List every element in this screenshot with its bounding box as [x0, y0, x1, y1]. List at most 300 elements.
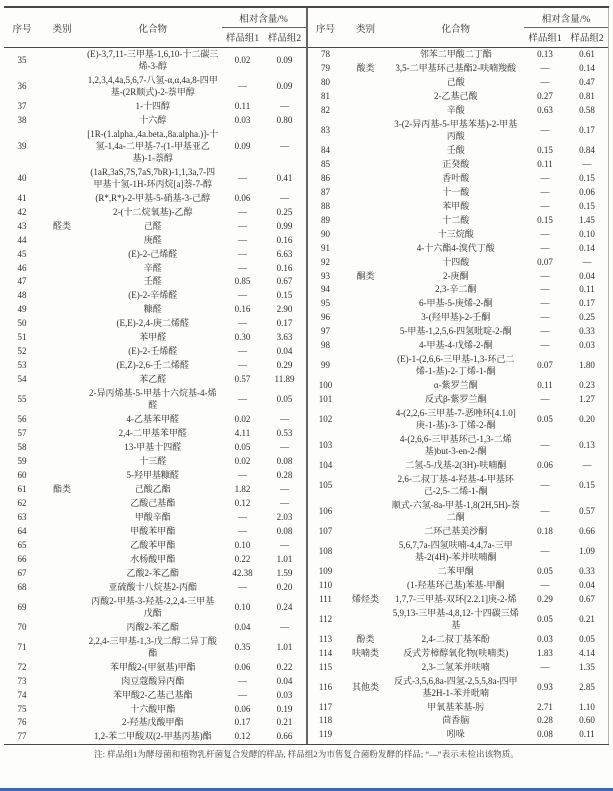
cell-no: 80 [321, 76, 330, 87]
cell-compound: 3-(2-异丙基-5-甲基苯基)-2-甲基丙酸 [394, 118, 518, 141]
table-row [308, 228, 609, 242]
cell-sample2-value: 0.53 [276, 428, 293, 439]
table-row [4, 248, 306, 262]
table-row [4, 675, 306, 689]
table-row [4, 413, 306, 427]
cell-sample1-value: 0.12 [234, 497, 251, 508]
cell-compound: 5,9,13-三甲基-4,8,12-十四碳三烯基 [392, 607, 519, 630]
cell-no: 116 [318, 681, 333, 692]
table-row [308, 311, 609, 325]
table-row [4, 703, 306, 717]
cell-sample1-value: — [238, 318, 247, 329]
table-row [308, 675, 609, 701]
table-row [308, 214, 609, 228]
table-row [4, 262, 306, 276]
table-row [308, 607, 609, 633]
table-row [4, 166, 306, 192]
cell-sample2-value: — [280, 100, 289, 111]
table-row [4, 469, 306, 483]
table-row [4, 525, 306, 539]
cell-compound: 十四酸 [442, 256, 470, 267]
cell-sample2-value: 0.03 [579, 340, 595, 351]
table-row [308, 200, 609, 214]
cell-no: 114 [318, 647, 333, 658]
cell-compound: 2-羟基戊酸甲酯 [122, 717, 184, 728]
cell-sample2-value: 0.84 [579, 144, 595, 155]
cell-compound: 2,4-二甲基苯甲醛 [118, 428, 187, 439]
cell-sample2-value: — [280, 497, 289, 508]
table-row [4, 539, 306, 553]
cell-compound: (1aR,3aS,7S,7aS,7bR)-1,1,3a,7-四甲基十氢-1H-环丙烷[a]萘-7-醇 [90, 166, 216, 189]
cell-sample1-value: 0.57 [234, 374, 251, 385]
cell-compound: 十二酸 [442, 214, 470, 225]
cell-compound: 十六醇 [139, 114, 167, 125]
table-row [4, 289, 306, 303]
table-row [4, 730, 306, 744]
cell-no: 51 [17, 332, 27, 343]
cell-sample2-value: 0.17 [579, 124, 595, 135]
cell-compound: 反式β-紫罗兰酮 [424, 394, 487, 405]
cell-no: 38 [17, 114, 27, 125]
cell-no: 118 [318, 715, 333, 726]
cell-no: 102 [318, 414, 333, 425]
cell-sample2-value: 0.15 [579, 200, 595, 211]
cell-sample1-value: 0.05 [234, 442, 251, 453]
header-content-group [524, 8, 608, 47]
cell-sample1-value: — [238, 262, 247, 273]
table-row [4, 48, 306, 74]
cell-sample1-value: — [238, 172, 247, 183]
cell-compound: 2,3-辛二酮 [435, 284, 477, 295]
cell-compound: 十三醛 [139, 456, 167, 467]
cell-compound: 乙酸己基酯 [130, 497, 176, 508]
cell-no: 41 [17, 192, 27, 203]
cell-sample2-value: — [582, 256, 592, 267]
cell-compound: 4-十六酯4-溴代丁酸 [416, 242, 495, 253]
table-row [308, 76, 609, 90]
cell-sample2-value: — [582, 158, 592, 169]
header-col-no: 序号 [12, 24, 32, 35]
cell-no: 101 [318, 394, 333, 405]
header-col-category: 类别 [52, 24, 72, 35]
cell-category: 酚类 [356, 633, 375, 644]
cell-sample2-value: 0.80 [276, 114, 293, 125]
cell-compound: 5-羟甲基糠醛 [126, 470, 179, 481]
cell-compound: 庚醛 [143, 234, 162, 245]
cell-sample1-value: — [238, 581, 247, 592]
cell-compound: 5,6,7,7a-四氢呋喃-4,4,7a-三甲基-2(4H)-苯并呋喃酮 [398, 539, 513, 562]
header-col-sample2: 样品组2 [267, 34, 302, 44]
cell-sample1-value: 4.11 [234, 428, 251, 439]
cell-no: 95 [321, 298, 330, 309]
cell-sample2-value: 1.01 [276, 553, 293, 564]
header-col-compound: 化合物 [138, 24, 167, 35]
cell-sample2-value: 0.05 [276, 394, 293, 405]
cell-no: 94 [321, 284, 330, 295]
cell-sample2-value: 0.61 [579, 49, 595, 59]
cell-compound: 苯甲酸 [442, 200, 470, 211]
cell-compound: 2,6-二叔丁基-4-羟基-4-甲基环己-2,5-二烯-1-酮 [397, 474, 514, 496]
cell-compound: 13-甲基十四醛 [124, 442, 182, 453]
cell-compound: 1,2,3,4,4a,5,6,7-八氢-α,α,4a,8-四甲基-(2R顺式)-2-萘甲醇 [87, 74, 218, 97]
cell-sample1-value: — [540, 340, 550, 351]
cell-sample1-value: 0.22 [234, 553, 251, 564]
table-left-half [4, 8, 307, 744]
table-row [308, 325, 609, 339]
cell-sample2-value: 0.15 [276, 290, 293, 301]
table-row [308, 104, 609, 118]
cell-sample1-value: — [540, 76, 550, 87]
cell-compound: 1,7,7-三甲基-双环[2.2.1]庚-2-烯 [395, 593, 517, 604]
cell-compound: 吲哚 [446, 729, 465, 740]
cell-sample2-value: 0.25 [579, 312, 595, 323]
cell-compound: 5-甲基-1,2,5,6-四氢吡啶-2-酮 [399, 326, 512, 337]
cell-sample2-value: 0.11 [579, 284, 595, 295]
cell-category: 酮类 [356, 270, 375, 281]
cell-sample1-value: 0.03 [537, 633, 553, 644]
cell-sample1-value: 0.09 [234, 140, 251, 151]
cell-no: 44 [17, 234, 27, 245]
cell-no: 82 [321, 104, 330, 115]
cell-sample2-value: 0.09 [276, 80, 293, 91]
cell-no: 47 [17, 276, 27, 287]
cell-sample1-value: — [540, 270, 550, 281]
cell-no: 48 [17, 290, 27, 301]
cell-compound: 甲氧基苯基-肟 [427, 701, 485, 712]
cell-compound: 十六酸甲酯 [130, 703, 176, 714]
cell-no: 42 [17, 206, 27, 217]
table-row [4, 553, 306, 567]
cell-compound: 肉豆蔻酸异丙酯 [121, 675, 185, 686]
cell-no: 100 [318, 380, 333, 391]
cell-sample1-value: — [238, 346, 247, 357]
cell-sample2-value: 0.28 [276, 470, 293, 481]
cell-no: 75 [17, 703, 27, 714]
cell-compound: 壬醛 [143, 276, 162, 287]
table-row [4, 331, 306, 345]
cell-sample2-value: 0.04 [276, 346, 293, 357]
cell-sample1-value: 0.13 [537, 49, 553, 59]
cell-sample1-value: — [238, 360, 247, 371]
cell-no: 60 [17, 470, 27, 481]
cell-compound: 乙酸苯甲酯 [130, 539, 176, 550]
header-col-sample1: 样品组1 [225, 34, 260, 44]
cell-sample1-value: 0.02 [234, 414, 251, 425]
cell-sample2-value: 0.22 [276, 661, 293, 672]
cell-compound: 2,4-二叔丁基苯酚 [421, 633, 490, 644]
table-row [308, 714, 609, 728]
cell-sample1-value: — [238, 525, 247, 536]
table-row [4, 716, 306, 730]
cell-sample2-value: 0.17 [579, 298, 595, 309]
cell-sample1-value: — [540, 62, 550, 73]
cell-sample2-value: 0.21 [276, 717, 293, 728]
cell-no: 61 [17, 484, 27, 494]
table-row [308, 499, 609, 525]
cell-sample2-value: 1.45 [579, 214, 595, 225]
cell-no: 112 [318, 613, 333, 624]
cell-sample2-value: 0.14 [579, 242, 595, 253]
table-row [308, 728, 609, 742]
cell-sample1-value: 0.10 [234, 539, 251, 550]
cell-category: 酯类 [52, 484, 71, 494]
table-row [308, 379, 609, 393]
cell-sample2-value: 1.01 [276, 641, 293, 652]
cell-compound: 辛醛 [143, 262, 162, 273]
table-row [308, 701, 609, 715]
table-row [308, 62, 609, 76]
cell-sample2-value: 0.41 [276, 172, 293, 183]
cell-compound: 1,2-苯二甲酸双(2-甲基丙基)酯 [93, 731, 212, 742]
cell-compound: 十三烷酸 [437, 228, 474, 239]
cell-no: 64 [17, 525, 27, 536]
table-row [4, 128, 306, 166]
table-row [4, 345, 306, 359]
table-body-right [308, 48, 609, 742]
cell-sample2-value: — [280, 484, 289, 494]
cell-no: 115 [318, 661, 333, 672]
cell-sample1-value: — [238, 80, 247, 91]
cell-sample2-value: 0.04 [579, 270, 595, 281]
cell-compound: 己酸乙酯 [134, 484, 171, 494]
cell-sample2-value: 6.63 [276, 248, 293, 259]
cell-sample2-value: 0.16 [276, 234, 293, 245]
cell-sample1-value: — [238, 675, 247, 686]
cell-no: 77 [17, 731, 27, 742]
cell-sample1-value: — [238, 470, 247, 481]
cell-sample1-value: — [540, 228, 550, 239]
cell-no: 62 [17, 497, 27, 508]
table-row [308, 144, 609, 158]
cell-compound: 2,2,4-三甲基-1,3-戊二醇二异丁酸酯 [88, 635, 217, 658]
cell-sample1-value: 0.06 [537, 460, 553, 471]
table-row [308, 283, 609, 297]
cell-no: 43 [17, 220, 27, 231]
cell-sample1-value: 0.05 [537, 613, 553, 624]
cell-sample2-value: 0.06 [579, 186, 595, 197]
cell-no: 70 [17, 621, 27, 632]
cell-sample2-value: 0.15 [579, 480, 595, 491]
table-header-right [308, 8, 609, 48]
cell-sample2-value: 0.24 [276, 601, 293, 612]
cell-compound: 苯甲醛 [139, 332, 167, 343]
cell-no: 73 [17, 675, 27, 686]
cell-no: 81 [321, 90, 330, 101]
cell-sample1-value: 0.03 [234, 114, 251, 125]
cell-compound: (E,Z)-2,6-壬二烯醛 [116, 360, 189, 371]
cell-no: 87 [321, 186, 330, 197]
cell-sample1-value: 0.02 [234, 456, 251, 467]
header-col-category: 类别 [355, 24, 375, 35]
cell-sample1-value: 42.38 [232, 567, 253, 578]
cell-no: 53 [17, 360, 27, 371]
table-row [4, 455, 306, 469]
cell-sample2-value: — [280, 621, 289, 632]
cell-compound: 反式-3,5,6,8a-四氢-2,5,5,8a-四甲基2H-1-苯并吡喃 [394, 675, 518, 698]
cell-no: 110 [318, 579, 333, 590]
table-row [4, 427, 306, 441]
cell-sample1-value: 0.16 [234, 304, 251, 315]
cell-no: 56 [17, 414, 27, 425]
cell-sample1-value: 0.18 [537, 525, 553, 536]
cell-no: 45 [17, 248, 27, 259]
cell-no: 63 [17, 511, 27, 522]
cell-no: 52 [17, 346, 27, 357]
cell-sample1-value: — [540, 579, 550, 590]
cell-no: 96 [321, 312, 330, 323]
cell-sample1-value: — [540, 312, 550, 323]
cell-no: 59 [17, 456, 27, 467]
cell-sample1-value: 2.71 [537, 701, 553, 712]
cell-no: 104 [318, 460, 333, 471]
cell-sample2-value: 0.33 [579, 326, 595, 337]
cell-compound: 乙酸2-苯乙酯 [126, 567, 179, 578]
cell-sample2-value: 1.59 [276, 567, 293, 578]
cell-no: 99 [321, 360, 330, 371]
cell-compound: 水杨酸甲酯 [130, 553, 176, 564]
cell-sample2-value: 0.09 [276, 54, 293, 65]
cell-compound: 糠醛 [143, 304, 162, 315]
cell-compound: 2-(十二烷氧基)-乙醇 [113, 206, 193, 217]
cell-no: 54 [17, 374, 27, 385]
cell-sample1-value: 0.85 [234, 276, 251, 287]
table-row [4, 100, 306, 114]
cell-compound: (E)-2-壬烯醛 [128, 346, 178, 357]
cell-no: 107 [318, 525, 333, 536]
header-sample-subrow [222, 28, 306, 47]
cell-compound: (E)-2-辛烯醛 [128, 290, 178, 301]
cell-sample1-value: 0.06 [234, 703, 251, 714]
cell-compound: (R*,R*)-2-甲基-5-硝基-3-己醇 [95, 192, 211, 203]
table-row [308, 473, 609, 499]
cell-no: 37 [17, 100, 27, 111]
cell-compound: 亚硫酸十八烷基2-丙酯 [108, 581, 197, 592]
cell-sample2-value: 0.16 [276, 262, 293, 273]
cell-sample1-value: — [540, 124, 550, 135]
table-row [308, 565, 609, 579]
cell-category: 其他类 [351, 681, 379, 692]
cell-no: 39 [17, 140, 27, 151]
table-row [308, 579, 609, 593]
cell-sample2-value: 1.80 [579, 360, 595, 371]
cell-sample1-value: 0.28 [537, 715, 553, 726]
cell-sample2-value: 0.04 [579, 579, 595, 590]
cell-compound: 4-乙基苯甲醛 [126, 414, 179, 425]
cell-sample1-value: — [540, 545, 550, 556]
cell-sample2-value: 2.90 [276, 304, 293, 315]
table-row [308, 90, 609, 104]
cell-sample1-value: 0.11 [537, 380, 553, 391]
cell-no: 86 [321, 172, 330, 183]
header-col-no: 序号 [315, 24, 335, 35]
cell-sample1-value: — [540, 200, 550, 211]
cell-no: 78 [321, 49, 330, 59]
cell-no: 74 [17, 689, 27, 700]
table-row [4, 303, 306, 317]
cell-sample2-value: 0.08 [276, 525, 293, 536]
compound-table [4, 6, 609, 744]
table-row [308, 297, 609, 311]
cell-no: 90 [321, 228, 330, 239]
cell-sample2-value: 0.66 [579, 525, 595, 536]
cell-sample1-value: — [540, 326, 550, 337]
table-row [4, 373, 306, 387]
cell-sample2-value: 0.04 [276, 675, 293, 686]
cell-sample2-value: 0.60 [579, 715, 595, 726]
cell-sample1-value: — [540, 186, 550, 197]
cell-sample2-value: 0.20 [579, 414, 595, 425]
cell-sample1-value: 0.05 [537, 565, 553, 576]
table-row [308, 242, 609, 256]
table-row [4, 359, 306, 373]
cell-sample1-value: 1.82 [234, 484, 251, 494]
cell-sample1-value: 0.30 [234, 332, 251, 343]
table-row [308, 118, 609, 144]
cell-compound: 邻苯二甲酸二丁酯 [419, 49, 492, 59]
cell-sample2-value: 0.08 [276, 456, 293, 467]
table-row [4, 635, 306, 661]
table-row [308, 256, 609, 270]
table-row [308, 48, 609, 62]
cell-sample1-value: 0.17 [234, 717, 251, 728]
cell-sample1-value: 0.93 [537, 681, 553, 692]
cell-sample2-value: 2.03 [276, 511, 293, 522]
cell-sample2-value: 1.35 [579, 661, 595, 672]
cell-compound: 二氢-5-戊基-2(3H)-呋喃酮 [405, 460, 507, 471]
cell-sample2-value: 0.13 [579, 440, 595, 451]
cell-sample1-value: 0.11 [537, 158, 553, 169]
cell-no: 46 [17, 262, 27, 273]
cell-no: 50 [17, 318, 27, 329]
cell-sample2-value: 0.33 [579, 565, 595, 576]
cell-sample1-value: 0.35 [234, 641, 251, 652]
cell-compound: (E)-1-(2,6,6-三甲基-1,3-环己二烯-1-基)-2-丁烯-1-酮 [397, 354, 515, 377]
cell-sample2-value: 0.47 [579, 76, 595, 87]
cell-sample1-value: — [238, 220, 247, 231]
cell-compound: 2,3-二氢苯并呋喃 [421, 661, 490, 672]
cell-sample2-value: 0.99 [276, 220, 293, 231]
cell-sample1-value: — [238, 511, 247, 522]
table-row [4, 689, 306, 703]
cell-sample1-value: 0.07 [537, 360, 553, 371]
cell-no: 91 [321, 242, 330, 253]
cell-compound: 己醛 [143, 220, 162, 231]
cell-sample1-value: 1.83 [537, 647, 553, 658]
cell-sample2-value: 0.81 [579, 90, 595, 101]
cell-sample2-value: — [280, 539, 289, 550]
cell-compound: 辛酸 [446, 104, 465, 115]
cell-no: 72 [17, 661, 27, 672]
cell-sample2-value: — [280, 192, 289, 203]
cell-no: 105 [318, 480, 333, 491]
cell-sample2-value: 0.57 [579, 505, 595, 516]
cell-sample1-value: — [540, 172, 550, 183]
cell-compound: 甲酸苯甲酯 [130, 525, 176, 536]
cell-compound: (E)-2-己烯醛 [128, 248, 178, 259]
cell-category: 酸类 [356, 62, 375, 73]
table-row [4, 661, 306, 675]
cell-sample1-value: 0.08 [537, 729, 553, 740]
cell-sample2-value: 0.17 [276, 318, 293, 329]
cell-category: 呋喃类 [351, 647, 379, 658]
cell-sample1-value: — [238, 394, 247, 405]
header-sample-subrow [524, 28, 608, 47]
header-col-relative-content: 相对含量/% [222, 8, 306, 28]
table-row [4, 114, 306, 128]
cell-sample2-value: 1.09 [579, 545, 595, 556]
table-row [4, 74, 306, 100]
table-body-left [4, 48, 306, 744]
